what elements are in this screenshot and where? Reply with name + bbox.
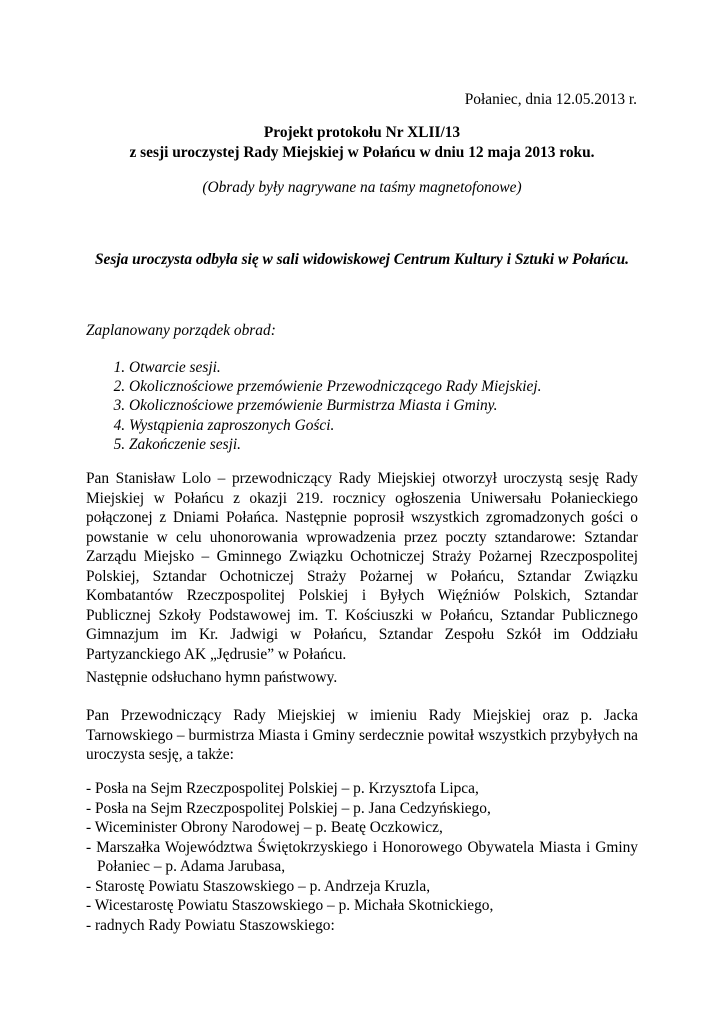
agenda-item: 3. Okolicznościowe przemówienie Burmistrza Miasta i Gminy. xyxy=(129,396,681,415)
guest-list xyxy=(86,779,638,935)
anthem-paragraph: Następnie odsłuchano hymn państwowy. xyxy=(86,669,338,686)
agenda-item: 5. Zakończenie sesji. xyxy=(129,435,681,454)
guest-item: - Posła na Sejm Rzeczpospolitej Polskiej – p. Krzysztofa Lipca, xyxy=(86,780,479,797)
agenda-item: 2. Okolicznościowe przemówienie Przewodniczącego Rady Miejskiej. xyxy=(129,377,681,396)
recording-note: (Obrady były nagrywane na taśmy magnetofonowe) xyxy=(202,179,522,196)
guest-item: - Starostę Powiatu Staszowskiego – p. Andrzeja Kruzla, xyxy=(86,877,431,895)
document-subtitle: z sesji uroczystej Rady Miejskiej w Połańcu w dniu 12 maja 2013 roku. xyxy=(129,144,595,161)
agenda-item: 4. Wystąpienia zaproszonych Gości. xyxy=(129,416,681,435)
guest-item: - Marszałka Województwa Świętokrzyskiego i Honorowego Obywatela Miasta i Gminy Połaniec – p. Adama Jarubasa, xyxy=(86,838,638,875)
agenda-list xyxy=(86,358,681,454)
welcome-paragraph: Pan Przewodniczący Rady Miejskiej w imieniu Rady Miejskiej oraz p. Jacka Tarnowskiego – burmistrza Miasta i Gminy serdecznie powitał wszystkich przybyłych na uroczysta sesję, a także: xyxy=(86,707,638,763)
agenda-heading: Zaplanowany porządek obrad: xyxy=(86,322,276,339)
guest-item: - Posła na Sejm Rzeczpospolitej Polskiej – p. Jana Cedzyńskiego, xyxy=(86,799,491,817)
opening-paragraph: Pan Stanisław Lolo – przewodniczący Rady Miejskiej otworzył uroczystą sesję Rady Miejskiej w Połańcu z okazji 219. rocznicy ogłoszenia Uniwersału Połanieckiego połączonej z Dniami Połańca. Następnie poprosił wszystkich zgromadzonych gości o powstanie w celu uhonorowania wprowadzenia przez poczty sztandarowe: Sztandar Zarządu Miejsko – Gminnego Związku Ochotniczej Straży Pożarnej Rzeczpospolitej Polskiej, Sztandar Ochotniczej Straży Pożarnej w Połańcu, Sztandar Związku Kombatantów Rzeczpospolitej Polskiej i Byłych Więźniów Polskich, Sztandar Publicznej Szkoły Podstawowej im. T. Kościuszki w Połańcu, Sztandar Publicznego Gimnazjum im Kr. Jadwigi w Połańcu, Sztandar Zespołu Szkół im Oddziału Partyzanckiego AK „Jędrusie” w Połańcu. xyxy=(86,470,638,663)
agenda-item: 1. Otwarcie sesji. xyxy=(129,358,681,377)
guest-item: - Wicestarostę Powiatu Staszowskiego – p. Michała Skotnickiego, xyxy=(86,897,494,914)
document-title: Projekt protokołu Nr XLII/13 xyxy=(263,124,461,141)
guest-item: - Wiceminister Obrony Narodowej – p. Beatę Oczkowicz, xyxy=(86,819,443,836)
venue-statement: Sesja uroczysta odbyła się w sali widowiskowej Centrum Kultury i Sztuki w Połańcu. xyxy=(94,251,630,268)
guest-item: - radnych Rady Powiatu Staszowskiego: xyxy=(86,916,335,934)
document-date: Połaniec, dnia 12.05.2013 r. xyxy=(464,91,637,108)
